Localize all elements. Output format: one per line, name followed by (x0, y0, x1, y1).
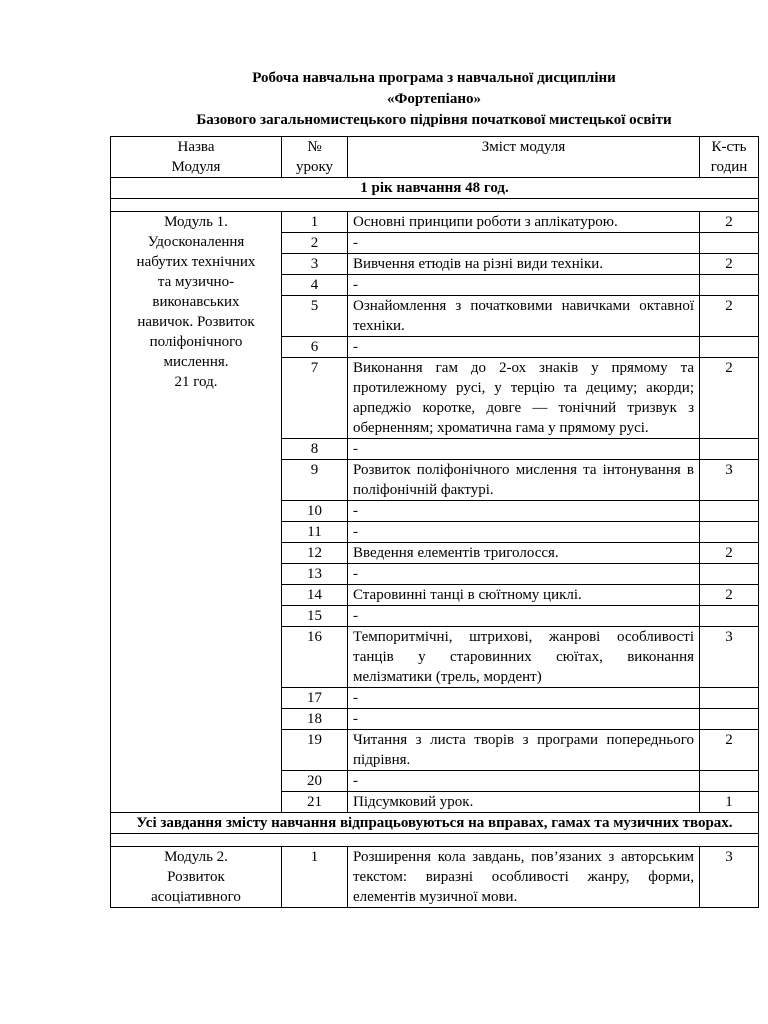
lesson-hours: 2 (700, 585, 759, 606)
lesson-hours: 2 (700, 543, 759, 564)
lesson-content: Темпоритмічні, штрихові, жанрові особливості танців у старовинних сюїтах, виконання мелізматики (трель, мордент) (348, 627, 700, 688)
year-title: 1 рік навчання 48 год. (111, 178, 759, 199)
lesson-number: 7 (282, 358, 348, 439)
lesson-hours: 2 (700, 730, 759, 771)
lesson-content: - (348, 501, 700, 522)
lesson-number: 10 (282, 501, 348, 522)
lesson-hours (700, 501, 759, 522)
module-name-line: набутих технічних (136, 254, 256, 270)
lesson-hours (700, 275, 759, 296)
lesson-hours (700, 688, 759, 709)
module-name-line: Модуль 2. (164, 849, 228, 865)
lesson-hours (700, 709, 759, 730)
module-name-line: 21 год. (174, 374, 218, 390)
lesson-content: Виконання гам до 2-ох знаків у прямому та протилежному русі, у терцію та дециму; акорди; арпеджіо коротке, довге — тонічний тризвук з оберненням; хроматична гама у прямому русі. (348, 358, 700, 439)
lesson-number: 11 (282, 522, 348, 543)
lesson-number: 8 (282, 439, 348, 460)
title-line-1: Робоча навчальна програма з навчальної дисципліни (252, 70, 616, 86)
module-name-line: Удосконалення (147, 234, 245, 250)
module-name-line: виконавських (152, 294, 240, 310)
lesson-content: Основні принципи роботи з аплікатурою. (348, 212, 700, 233)
lesson-content: - (348, 771, 700, 792)
lesson-hours (700, 522, 759, 543)
lesson-content: - (348, 709, 700, 730)
lesson-number: 19 (282, 730, 348, 771)
lesson-hours: 2 (700, 296, 759, 337)
lesson-number: 13 (282, 564, 348, 585)
lesson-hours: 3 (700, 847, 759, 908)
lesson-hours: 2 (700, 254, 759, 275)
lesson-number: 3 (282, 254, 348, 275)
lesson-number: 12 (282, 543, 348, 564)
module-name-line: поліфонічного (149, 334, 243, 350)
lesson-number: 15 (282, 606, 348, 627)
module-name-line: асоціативного (151, 889, 241, 905)
lesson-content: - (348, 606, 700, 627)
lesson-number: 14 (282, 585, 348, 606)
table-row (111, 212, 759, 233)
lesson-content: Вивчення етюдів на різні види техніки. (348, 254, 700, 275)
module-name-line: Модуль 1. (164, 214, 228, 230)
lesson-content: Введення елементів триголосся. (348, 543, 700, 564)
header-module: Назва Модуля (111, 137, 282, 178)
module-name-line: та музично- (157, 274, 235, 290)
lesson-number: 4 (282, 275, 348, 296)
lesson-content: - (348, 439, 700, 460)
header-content: Зміст модуля (348, 137, 700, 178)
lesson-hours (700, 564, 759, 585)
lesson-content: - (348, 233, 700, 254)
lesson-content: - (348, 688, 700, 709)
header-hours: К-сть годин (700, 137, 759, 178)
lesson-hours: 2 (700, 212, 759, 233)
title-line-3: Базового загальномистецького підрівня початкової мистецької освіти (196, 112, 672, 128)
note-row (111, 813, 759, 834)
lesson-number: 18 (282, 709, 348, 730)
module-1-title (111, 212, 282, 813)
lesson-number: 16 (282, 627, 348, 688)
program-table (110, 136, 759, 908)
lesson-content: Підсумковий урок. (348, 792, 700, 813)
lesson-number: 1 (282, 847, 348, 908)
lesson-content: - (348, 564, 700, 585)
spacer-row (111, 199, 759, 212)
header-lesson: № уроку (282, 137, 348, 178)
lesson-number: 2 (282, 233, 348, 254)
lesson-content: Старовинні танці в сюїтному циклі. (348, 585, 700, 606)
lesson-number: 9 (282, 460, 348, 501)
lesson-number: 5 (282, 296, 348, 337)
lesson-number: 21 (282, 792, 348, 813)
lesson-content: Розвиток поліфонічного мислення та інтонування в поліфонічній фактурі. (348, 460, 700, 501)
lesson-hours: 3 (700, 460, 759, 501)
lesson-content: Розширення кола завдань, пов’язаних з авторським текстом: виразні особливості жанру, форми, елементів музичної мови. (348, 847, 700, 908)
table-header-row (111, 137, 759, 178)
year-row (111, 178, 759, 199)
lesson-content: Читання з листа творів з програми попереднього підрівня. (348, 730, 700, 771)
lesson-hours (700, 337, 759, 358)
note-text: Усі завдання змісту навчання відпрацьовуються на вправах, гамах та музичних творах. (111, 813, 759, 834)
lesson-number: 17 (282, 688, 348, 709)
lesson-number: 6 (282, 337, 348, 358)
table-row (111, 847, 759, 908)
lesson-hours: 2 (700, 358, 759, 439)
module-name-line: Розвиток (167, 869, 225, 885)
lesson-hours: 1 (700, 792, 759, 813)
spacer-row (111, 834, 759, 847)
lesson-hours (700, 771, 759, 792)
module-name-line: навичок. Розвиток (137, 314, 255, 330)
lesson-hours: 3 (700, 627, 759, 688)
module-name-line: мислення. (163, 354, 229, 370)
document-title (110, 68, 758, 131)
lesson-hours (700, 233, 759, 254)
lesson-content: - (348, 522, 700, 543)
title-line-2: «Фортепіано» (386, 91, 481, 107)
lesson-number: 20 (282, 771, 348, 792)
module-2-title (111, 847, 282, 908)
lesson-content: - (348, 337, 700, 358)
lesson-hours (700, 606, 759, 627)
lesson-hours (700, 439, 759, 460)
lesson-content: Ознайомлення з початковими навичками октавної техніки. (348, 296, 700, 337)
lesson-number: 1 (282, 212, 348, 233)
lesson-content: - (348, 275, 700, 296)
